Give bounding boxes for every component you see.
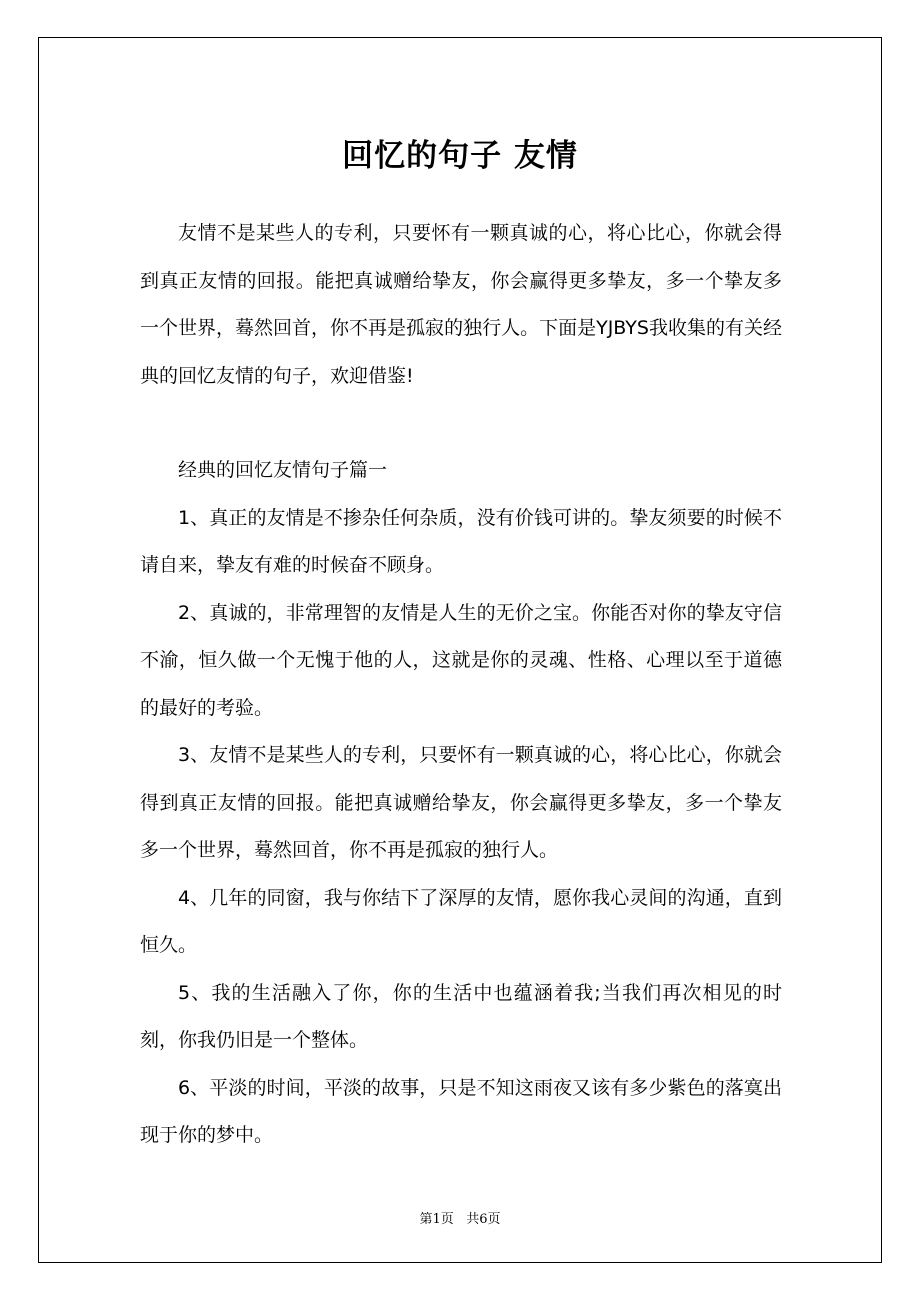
list-item: 3、友情不是某些人的专利，只要怀有一颗真诚的心，将心比心，你就会得到真正友情的回报。能把真诚赠给挚友，你会赢得更多挚友，多一个挚友多一个世界，蓦然回首，你不再是孤寂的独行人。 [140,744,782,861]
list-item: 2、真诚的，非常理智的友情是人生的无价之宝。你能否对你的挚友守信不渝，恒久做一个无愧于他的人，这就是你的灵魂、性格、心理以至于道德的最好的考验。 [140,601,782,719]
paragraph-spacer [140,400,782,447]
intro-paragraph: 友情不是某些人的专利，只要怀有一颗真诚的心，将心比心，你就会得到真正友情的回报。能把真诚赠给挚友，你会赢得更多挚友，多一个挚友多一个世界，蓦然回首，你不再是孤寂的独行人。下面是YJBYS我收集的有关经典的回忆友情的句子，欢迎借鉴! [140,222,782,387]
section-heading: 经典的回忆友情句子篇一 [178,459,388,481]
list-item: 6、平淡的时间，平淡的故事，只是不知这雨夜又该有多少紫色的落寞出现于你的梦中。 [140,1076,782,1146]
page-number: 第1页 [419,1212,454,1227]
document-body [140,210,782,1160]
page-footer [0,1208,920,1227]
list-item: 1、真正的友情是不掺杂任何杂质，没有价钱可讲的。挚友须要的时候不请自来，挚友有难的时候奋不顾身。 [140,506,782,576]
list-item: 4、几年的同窗，我与你结下了深厚的友情，愿你我心灵间的沟通，直到恒久。 [140,886,782,956]
page-total: 共6页 [466,1212,501,1227]
list-item: 5、我的生活融入了你，你的生活中也蕴涵着我;当我们再次相见的时刻，你我仍旧是一个整体。 [140,981,782,1051]
document-title: 回忆的句子 友情 [342,138,578,174]
